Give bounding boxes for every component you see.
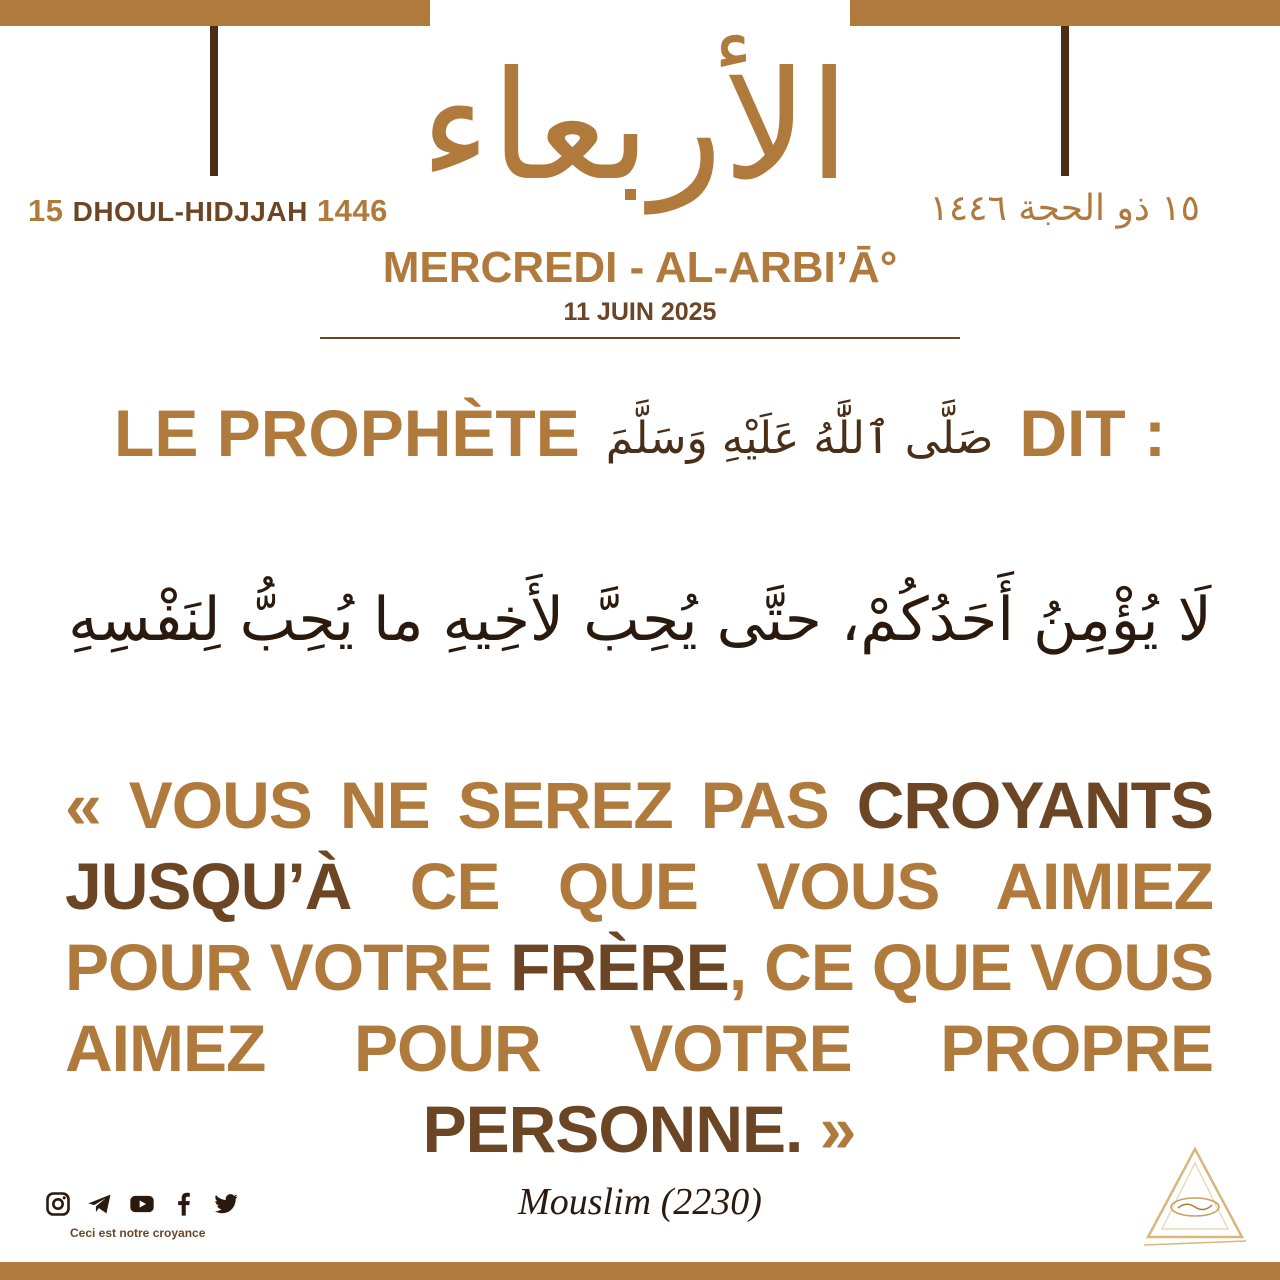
- footer-tagline: Ceci est notre croyance: [70, 1226, 206, 1240]
- bottom-bar: [0, 1262, 1280, 1280]
- gregorian-date: 11 JUIN 2025: [563, 298, 717, 326]
- telegram-icon[interactable]: [86, 1190, 114, 1218]
- top-bar-left: [0, 0, 430, 26]
- hadith-fr-part-3: CE QUE VOUS AIMIEZ POUR VOTRE: [65, 849, 1213, 1004]
- youtube-icon[interactable]: [128, 1190, 156, 1218]
- day-arabic-calligraphy: الأربعاء: [419, 40, 850, 214]
- hijri-day: 15: [28, 193, 64, 228]
- social-links: [44, 1190, 244, 1240]
- hadith-fr-part-1: « VOUS NE SEREZ PAS: [65, 768, 857, 842]
- hadith-fr-part-2: CROYANTS JUSQU’À: [65, 768, 1213, 923]
- hadith-fr-part-5: , CE QUE VOUS AIMEZ POUR VOTRE PROPRE: [65, 930, 1213, 1085]
- top-bar-right: [850, 0, 1280, 26]
- hadith-french: [65, 765, 1213, 1170]
- facebook-icon[interactable]: [170, 1190, 198, 1218]
- intro-heading: [0, 395, 1280, 471]
- hadith-fr-part-6: PERSONNE.: [422, 1092, 803, 1166]
- hijri-year: 1446: [316, 193, 388, 228]
- weekday-title: MERCREDI - AL-ARBI’Ā°: [382, 243, 898, 292]
- intro-before: LE PROPHÈTE: [114, 396, 580, 470]
- instagram-icon[interactable]: [44, 1190, 72, 1218]
- hijri-date-arabic: ١٥ ذو الحجة ١٤٤٦: [929, 188, 1200, 229]
- hijri-date-french: [28, 193, 408, 229]
- header-divider: [320, 337, 960, 339]
- hadith-fr-part-4: FRÈRE: [510, 930, 729, 1004]
- intro-after: DIT :: [1019, 396, 1166, 470]
- header-line-right: [1061, 26, 1069, 176]
- twitter-icon[interactable]: [212, 1190, 240, 1218]
- hijri-month: DHOUL-HIDJJAH: [72, 196, 308, 227]
- hadith-fr-part-7: »: [802, 1092, 856, 1166]
- hadith-arabic: لَا يُؤْمِنُ أَحَدُكُمْ، حتَّى يُحِبَّ لأَخِيهِ ما يُحِبُّ لِنَفْسِهِ: [68, 585, 1212, 655]
- salawat-calligraphy: صَلَّى ٱللَّٰهُ عَلَيْهِ وَسَلَّمَ: [605, 413, 994, 465]
- brand-logo: [1140, 1145, 1250, 1250]
- header-line-left: [210, 26, 218, 176]
- hadith-source: Mouslim (2230): [518, 1181, 762, 1223]
